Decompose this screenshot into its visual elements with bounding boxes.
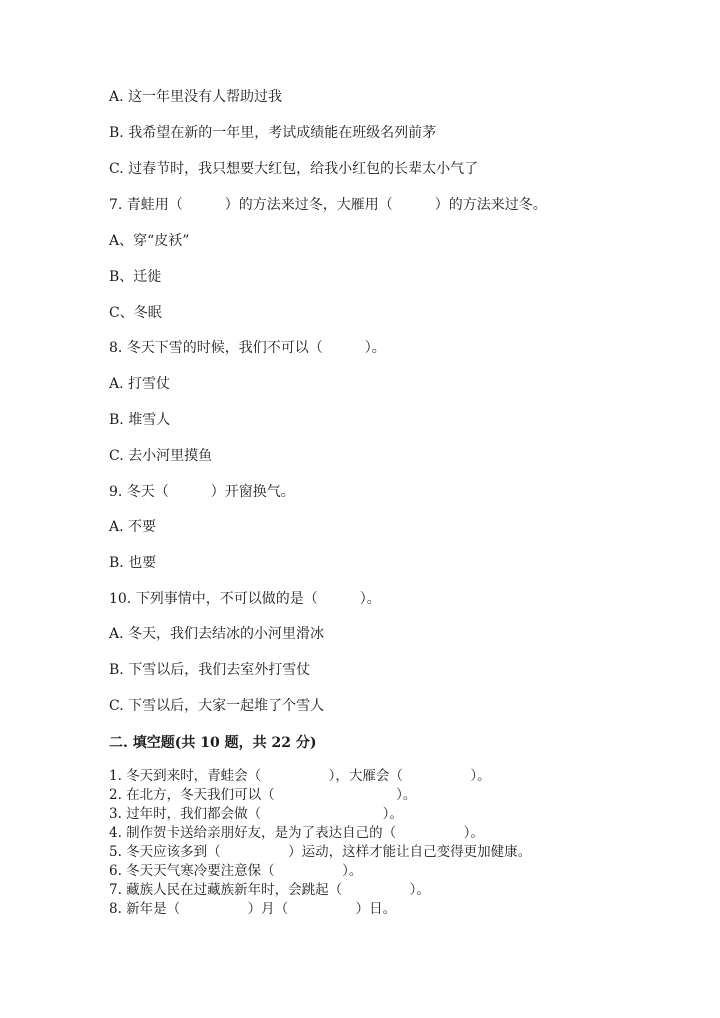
q7-option-c: C、冬眠 bbox=[109, 305, 162, 321]
fill-item-6: 6. 冬天天气寒冷要注意保（ ）。 bbox=[109, 863, 363, 879]
q7-option-b: B、迁徙 bbox=[109, 269, 162, 285]
fill-item-8: 8. 新年是（ ）月（ ）日。 bbox=[109, 901, 397, 917]
q8-option-a: A. 打雪仗 bbox=[109, 376, 171, 392]
q10-option-a: A. 冬天，我们去结冰的小河里滑冰 bbox=[109, 626, 325, 642]
q7-stem: 7. 青蛙用（ ）的方法来过冬，大雁用（ ）的方法来过冬。 bbox=[109, 197, 547, 213]
fill-item-7: 7. 藏族人民在过藏族新年时，会跳起（ ）。 bbox=[109, 882, 430, 898]
q9-stem: 9. 冬天（ ）开窗换气。 bbox=[109, 484, 295, 500]
q10-option-c: C. 下雪以后，大家一起堆了个雪人 bbox=[109, 698, 325, 714]
q8-option-c: C. 去小河里摸鱼 bbox=[109, 448, 213, 464]
fill-item-3: 3. 过年时，我们都会做（ ）。 bbox=[109, 806, 403, 822]
q9-option-b: B. 也要 bbox=[109, 555, 157, 571]
q7-option-a: A、穿“皮袄” bbox=[109, 233, 190, 249]
q8-stem: 8. 冬天下雪的时候，我们不可以（ ）。 bbox=[109, 340, 386, 356]
q8-option-b: B. 堆雪人 bbox=[109, 412, 171, 428]
q10-option-b: B. 下雪以后，我们去室外打雪仗 bbox=[109, 662, 311, 678]
q6-option-c: C. 过春节时，我只想要大红包，给我小红包的长辈太小气了 bbox=[109, 161, 479, 177]
fill-item-4: 4. 制作贺卡送给亲朋好友，是为了表达自己的（ ）。 bbox=[109, 825, 484, 841]
q9-option-a: A. 不要 bbox=[109, 519, 157, 535]
q6-option-b: B. 我希望在新的一年里，考试成绩能在班级名列前茅 bbox=[109, 125, 437, 141]
fill-item-2: 2. 在北方，冬天我们可以（ ）。 bbox=[109, 787, 417, 803]
fill-item-5: 5. 冬天应该多到（ ）运动，这样才能让自己变得更加健康。 bbox=[109, 844, 532, 860]
fill-item-1: 1. 冬天到来时，青蛙会（ ），大雁会（ ）。 bbox=[109, 768, 491, 784]
q10-stem: 10. 下列事情中，不可以做的是（ ）。 bbox=[109, 591, 381, 607]
q6-option-a: A. 这一年里没有人帮助过我 bbox=[109, 89, 283, 105]
section2-heading: 二. 填空题(共 10 题，共 22 分) bbox=[109, 735, 317, 751]
